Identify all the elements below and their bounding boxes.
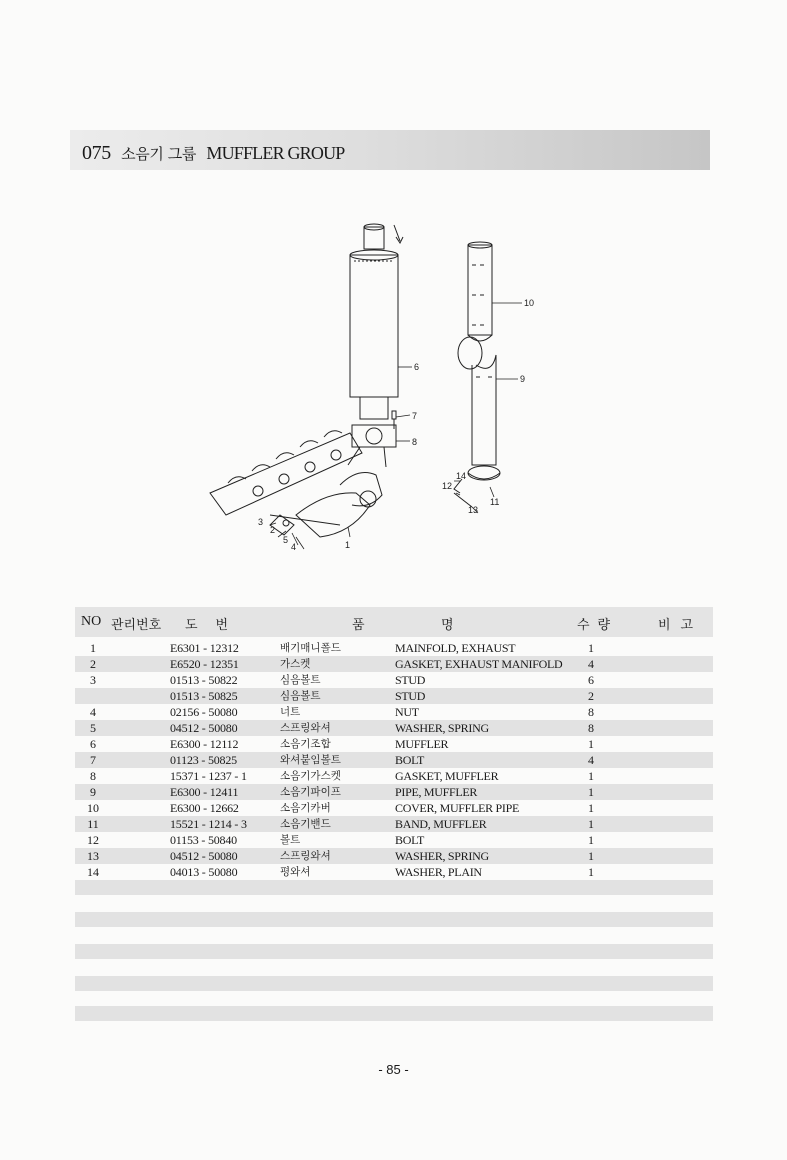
table-blank-stripe	[75, 976, 713, 991]
part-number: E6300 - 12112	[170, 737, 239, 751]
table-row	[75, 704, 713, 720]
row-no: 1	[90, 641, 96, 655]
part-name-english: WASHER, SPRING	[395, 721, 489, 735]
table-row	[75, 688, 713, 704]
part-number: 15521 - 1214 - 3	[170, 817, 247, 831]
quantity: 8	[588, 721, 594, 735]
part-name-english: BOLT	[395, 833, 425, 847]
part-name-english: MAINFOLD, EXHAUST	[395, 641, 516, 655]
header-no: NO	[81, 614, 102, 629]
quantity: 6	[588, 673, 594, 687]
title-korean: 소음기 그룹	[121, 145, 196, 163]
table-row	[75, 832, 713, 848]
part-number: 04512 - 50080	[170, 721, 238, 735]
quantity: 1	[588, 737, 594, 751]
part-name-korean: 심음볼트	[280, 690, 321, 702]
quantity: 2	[588, 689, 594, 703]
callout-7: 7	[412, 411, 418, 421]
part-name-english: STUD	[395, 673, 426, 687]
part-name-korean: 스프링와셔	[280, 722, 331, 734]
row-no: 11	[87, 817, 99, 831]
muffler-exploded-diagram	[200, 215, 560, 560]
part-name-korean: 소음기카버	[280, 802, 331, 814]
part-number: 04013 - 50080	[170, 865, 238, 879]
quantity: 1	[588, 849, 594, 863]
part-name-korean: 너트	[280, 706, 301, 718]
part-number: 01513 - 50822	[170, 673, 238, 687]
callout-10: 10	[524, 298, 535, 308]
part-name-english: BOLT	[395, 753, 425, 767]
table-row	[75, 864, 713, 880]
header-quantity: 수량	[577, 618, 619, 633]
table-blank-stripe	[75, 912, 713, 927]
part-name-korean: 소음기조합	[280, 738, 331, 750]
part-number: E6300 - 12662	[170, 801, 239, 815]
callout-8: 8	[412, 437, 418, 447]
table-row	[75, 720, 713, 736]
table-blank-stripe	[75, 880, 713, 895]
part-name-korean: 볼트	[280, 834, 301, 846]
header-drawing-no: 도번	[185, 618, 247, 633]
row-no: 6	[90, 737, 96, 751]
part-name-korean: 스프링와셔	[280, 850, 331, 862]
part-name-korean: 배기매니폴드	[280, 642, 341, 654]
part-number: 01513 - 50825	[170, 689, 238, 703]
table-row	[75, 768, 713, 784]
part-name-korean: 소음기가스켓	[280, 770, 341, 782]
row-no: 9	[90, 785, 96, 799]
callout-2: 2	[270, 525, 276, 535]
part-name-english: NUT	[395, 705, 419, 719]
callout-9: 9	[520, 374, 526, 384]
callout-13: 13	[468, 505, 479, 515]
part-name-korean: 심음볼트	[280, 674, 321, 686]
row-no: 3	[90, 673, 96, 687]
table-row	[75, 784, 713, 800]
callout-6: 6	[414, 362, 420, 372]
header-remarks: 비고	[658, 618, 704, 633]
part-name-korean: 와셔붙임볼트	[280, 754, 341, 766]
quantity: 1	[588, 769, 594, 783]
row-no: 2	[90, 657, 96, 671]
part-number: E6520 - 12351	[170, 657, 239, 671]
row-no: 5	[90, 721, 96, 735]
part-name-korean: 소음기파이프	[280, 786, 341, 798]
table-row	[75, 848, 713, 864]
quantity: 8	[588, 705, 594, 719]
part-number: E6301 - 12312	[170, 641, 239, 655]
callout-12: 12	[442, 481, 453, 491]
callout-4: 4	[291, 542, 297, 552]
table-row	[75, 816, 713, 832]
table-blank-stripe	[75, 944, 713, 959]
quantity: 1	[588, 865, 594, 879]
part-name-english: BAND, MUFFLER	[395, 817, 487, 831]
part-name-english: STUD	[395, 689, 426, 703]
title-bar	[70, 130, 710, 170]
table-row	[75, 752, 713, 768]
callout-11: 11	[490, 497, 500, 507]
part-number: 04512 - 50080	[170, 849, 238, 863]
parts-table-header	[75, 607, 713, 637]
row-no: 14	[87, 865, 99, 879]
quantity: 1	[588, 833, 594, 847]
table-row	[75, 800, 713, 816]
part-number: 01153 - 50840	[170, 833, 237, 847]
callout-5: 5	[283, 535, 289, 545]
quantity: 4	[588, 753, 594, 767]
muffler-pipe-drawing	[454, 242, 500, 507]
page-title	[82, 142, 345, 165]
muffler-part-drawing	[350, 224, 403, 447]
table-row	[75, 736, 713, 752]
quantity: 1	[588, 641, 594, 655]
part-name-korean: 가스켓	[280, 658, 311, 670]
part-name-english: WASHER, PLAIN	[395, 865, 482, 879]
table-row	[75, 656, 713, 672]
row-no: 7	[90, 753, 96, 767]
row-no: 4	[90, 705, 96, 719]
quantity: 1	[588, 801, 594, 815]
quantity: 4	[588, 657, 594, 671]
part-name-korean: 평와셔	[280, 866, 311, 878]
callout-14: 14	[456, 471, 467, 481]
header-name-part2: 명	[441, 618, 454, 633]
row-no: 12	[87, 833, 99, 847]
part-name-english: COVER, MUFFLER PIPE	[395, 801, 519, 815]
part-name-english: PIPE, MUFFLER	[395, 785, 478, 799]
part-name-korean: 소음기밴드	[280, 818, 331, 830]
part-name-english: WASHER, SPRING	[395, 849, 489, 863]
row-no: 13	[87, 849, 99, 863]
table-blank-stripe	[75, 1006, 713, 1021]
part-number: 15371 - 1237 - 1	[170, 769, 247, 783]
table-row	[75, 672, 713, 688]
quantity: 1	[588, 817, 594, 831]
callout-1: 1	[345, 540, 351, 550]
callout-3: 3	[258, 517, 264, 527]
row-no: 8	[90, 769, 96, 783]
header-control-no: 관리번호	[111, 618, 162, 633]
part-name-english: GASKET, MUFFLER	[395, 769, 499, 783]
quantity: 1	[588, 785, 594, 799]
page-number: - 85 -	[378, 1062, 409, 1077]
part-name-english: MUFFLER	[395, 737, 449, 751]
group-number: 075	[82, 142, 111, 164]
table-row	[75, 640, 713, 656]
part-number: 01123 - 50825	[170, 753, 237, 767]
part-name-english: GASKET, EXHAUST MANIFOLD	[395, 657, 563, 671]
parts-table-body	[75, 640, 713, 880]
row-no: 10	[87, 801, 99, 815]
part-number: 02156 - 50080	[170, 705, 238, 719]
header-name-part1: 품	[352, 618, 365, 633]
title-english: MUFFLER GROUP	[206, 143, 345, 163]
part-number: E6300 - 12411	[170, 785, 239, 799]
